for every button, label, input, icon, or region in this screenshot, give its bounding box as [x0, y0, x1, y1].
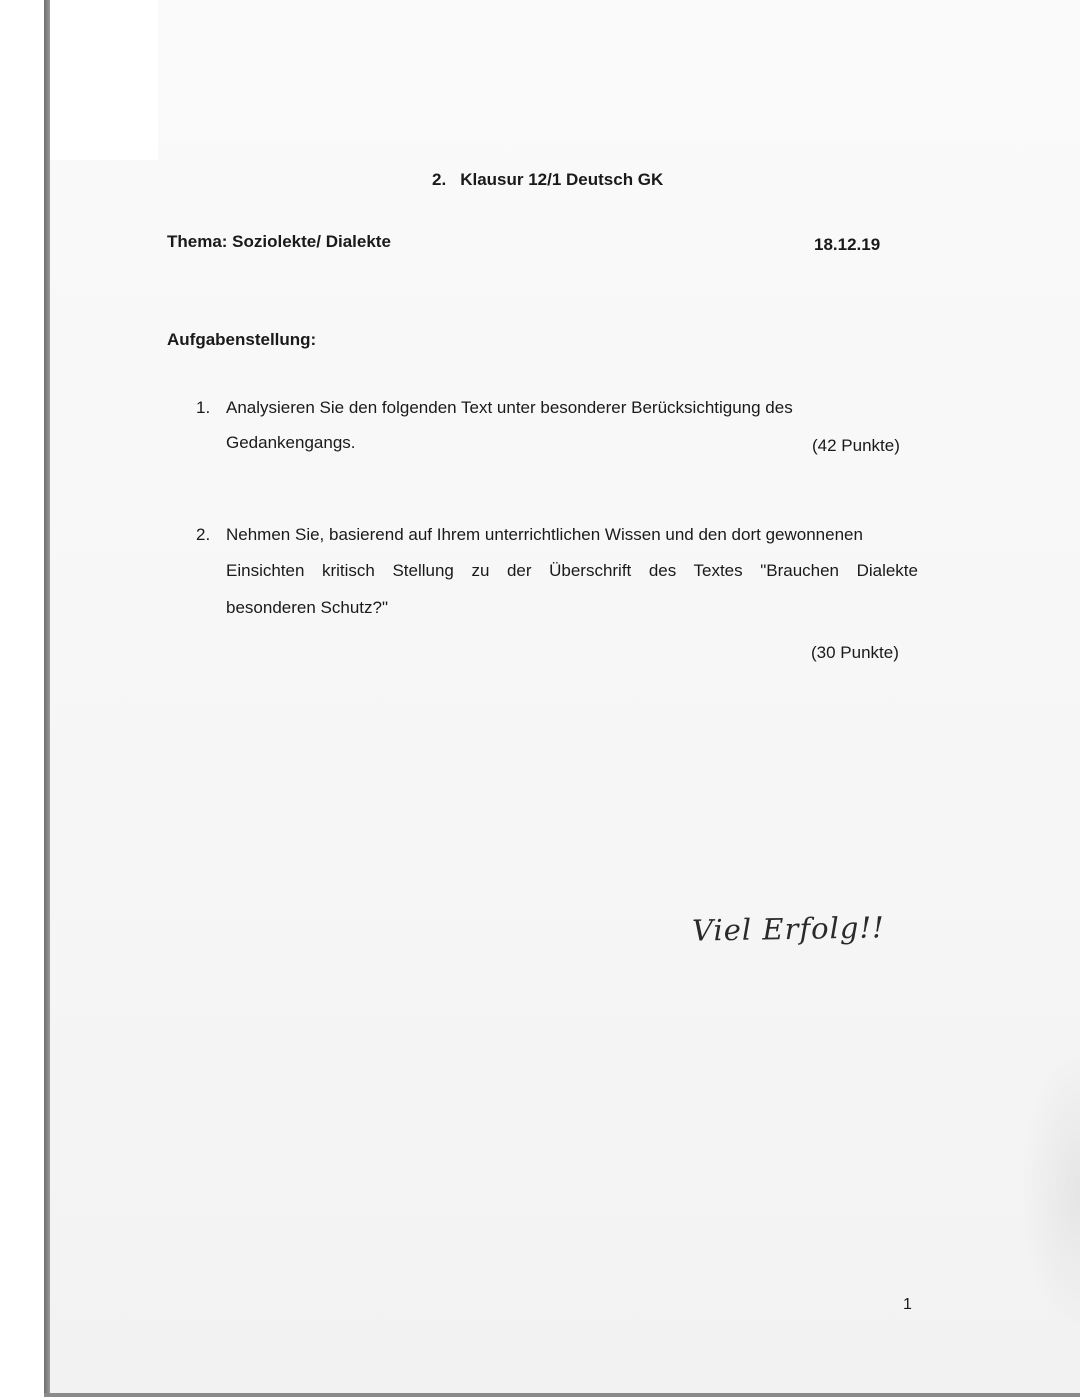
task-2-text-line-1: Nehmen Sie, basierend auf Ihrem unterrichtlichen Wissen und den dort gewonnenen: [226, 525, 863, 544]
task-1-text-line-2: Gedankengangs.: [226, 433, 356, 452]
task-1-number: 1.: [196, 398, 211, 417]
task-2-points: (30 Punkte): [811, 643, 899, 662]
scan-margin: [0, 0, 46, 1397]
exam-title: [432, 170, 663, 190]
scan-edge-shadow: [44, 0, 50, 1397]
scan-bottom-edge: [44, 1393, 1080, 1397]
exam-title-text: Klausur 12/1 Deutsch GK: [460, 170, 664, 189]
closing-note: Viel Erfolg!!: [691, 910, 886, 948]
exam-number: 2.: [432, 170, 447, 189]
task-2-number: 2.: [196, 525, 211, 544]
task-heading: Aufgabenstellung:: [167, 330, 317, 349]
task-2-text-line-2: Einsichten kritisch Stellung zu der Überschrift des Textes "Brauchen Dialekte: [226, 561, 918, 580]
paper-shadow: [1020, 1040, 1080, 1340]
exam-date: 18.12.19: [814, 235, 881, 254]
exam-topic: Thema: Soziolekte/ Dialekte: [167, 232, 391, 251]
page-number: 1: [903, 1296, 912, 1313]
page-corner: [50, 0, 158, 160]
task-1-points: (42 Punkte): [812, 436, 900, 455]
task-1-text-line-1: Analysieren Sie den folgenden Text unter besonderer Berücksichtigung des: [226, 398, 793, 417]
task-2-text-line-3: besonderen Schutz?": [226, 598, 388, 617]
exam-sheet: [50, 0, 1080, 1393]
